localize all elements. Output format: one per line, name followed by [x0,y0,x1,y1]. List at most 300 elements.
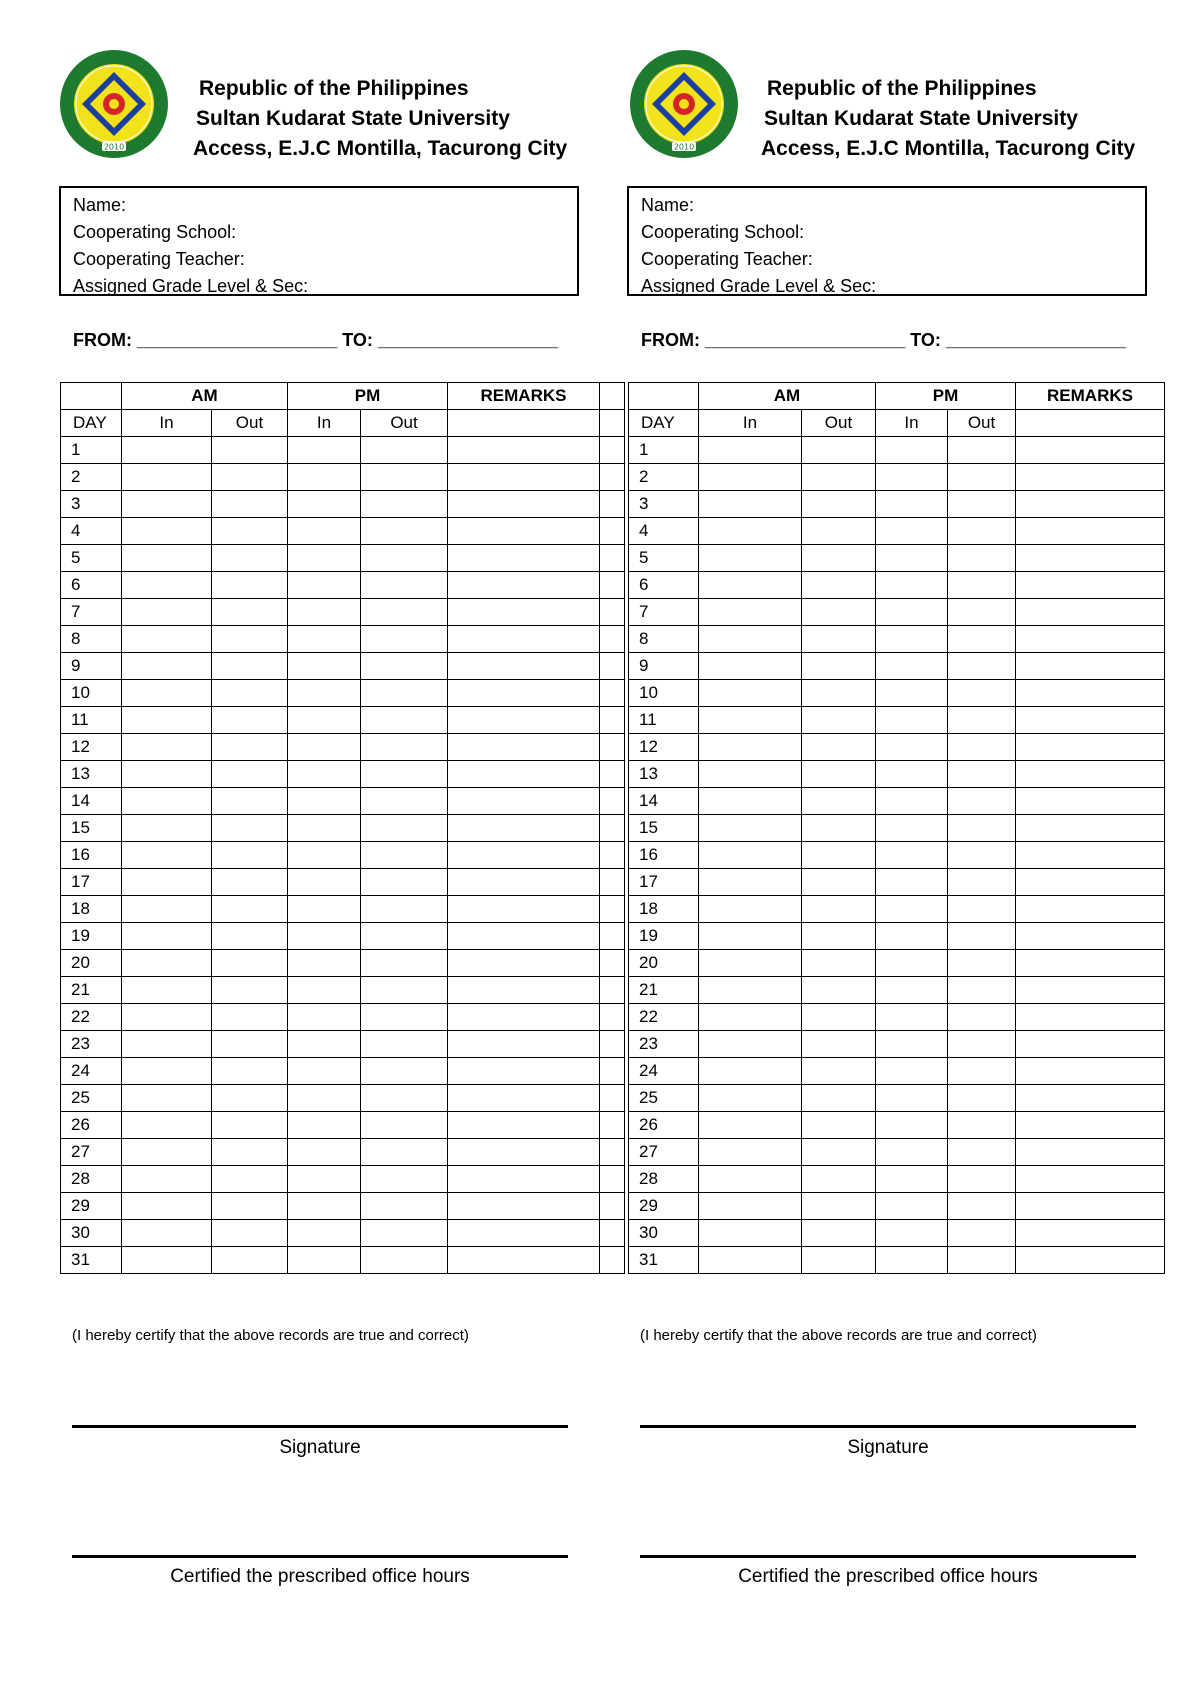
am-out-cell[interactable] [802,1139,876,1166]
am-out-cell[interactable] [802,464,876,491]
pm-out-cell[interactable] [948,923,1016,950]
pm-in-cell[interactable] [876,599,948,626]
pm-out-cell[interactable] [948,545,1016,572]
pm-in-cell[interactable] [876,1112,948,1139]
pm-out-header: Out [361,410,448,437]
day-number: 4 [629,518,699,545]
pm-out-cell[interactable] [948,1004,1016,1031]
pm-in-cell[interactable] [876,815,948,842]
pm-in-cell[interactable] [876,842,948,869]
pm-out-cell[interactable] [948,1166,1016,1193]
day-number: 22 [629,1004,699,1031]
table-row [629,1058,1165,1085]
am-in-cell[interactable] [699,1193,802,1220]
am-in-cell[interactable] [699,1085,802,1112]
from-label: FROM: [641,330,700,350]
certification-statement: (I hereby certify that the above records are true and correct) [72,1327,469,1344]
remarks-cell[interactable] [1016,1139,1165,1166]
remarks-header: REMARKS [448,383,600,410]
table-row [629,437,1165,464]
pm-in-cell[interactable] [876,518,948,545]
day-number: 19 [629,923,699,950]
remarks-cell[interactable] [1016,1058,1165,1085]
am-out-cell[interactable] [802,761,876,788]
day-number: 5 [61,545,122,572]
remarks-subheader [1016,410,1165,437]
day-header: DAY [61,410,122,437]
am-in-cell[interactable] [699,815,802,842]
certified-office-hours-label: Certified the prescribed office hours [738,1566,1038,1587]
day-number: 6 [629,572,699,599]
am-in-cell[interactable] [699,680,802,707]
remarks-cell[interactable] [1016,1247,1165,1274]
pm-out-cell[interactable] [948,950,1016,977]
table-row [629,1112,1165,1139]
cooperating-teacher-field[interactable]: Cooperating Teacher: [641,249,813,269]
am-in-cell[interactable] [699,626,802,653]
pm-header: PM [876,383,1016,410]
remarks-cell[interactable] [1016,653,1165,680]
am-out-cell[interactable] [802,950,876,977]
remarks-cell[interactable] [1016,464,1165,491]
remarks-cell[interactable] [1016,923,1165,950]
remarks-cell[interactable] [1016,1031,1165,1058]
remarks-cell[interactable] [1016,788,1165,815]
am-out-cell[interactable] [802,572,876,599]
am-out-cell[interactable] [802,653,876,680]
am-out-header: Out [802,410,876,437]
remarks-cell[interactable] [1016,761,1165,788]
day-number: 27 [629,1139,699,1166]
from-field[interactable]: ____________________ [705,330,906,350]
day-number: 17 [61,869,122,896]
day-number: 9 [61,653,122,680]
day-header: DAY [629,410,699,437]
to-field[interactable]: __________________ [945,330,1127,350]
day-number: 3 [629,491,699,518]
pm-out-cell[interactable] [948,1247,1016,1274]
remarks-cell[interactable] [1016,518,1165,545]
am-out-cell[interactable] [802,680,876,707]
table-subheader-row [629,410,1165,437]
header-line-address: Access, E.J.C Montilla, Tacurong City [193,137,568,160]
pm-in-cell[interactable] [876,1085,948,1112]
day-number: 14 [629,788,699,815]
remarks-cell[interactable] [1016,572,1165,599]
table-row [629,923,1165,950]
am-in-cell[interactable] [699,1112,802,1139]
certifier-signature-line[interactable] [640,1555,1136,1558]
signature-label: Signature [847,1437,929,1458]
table-row [629,734,1165,761]
table-row [629,653,1165,680]
from-label: FROM: [73,330,132,350]
remarks-cell[interactable] [1016,1004,1165,1031]
table-row [629,977,1165,1004]
remarks-cell[interactable] [1016,437,1165,464]
pm-in-header: In [288,410,361,437]
signature-line[interactable] [640,1425,1136,1428]
table-row [629,491,1165,518]
am-in-cell[interactable] [699,653,802,680]
am-in-cell[interactable] [699,896,802,923]
header-line-university: Sultan Kudarat State University [764,107,1078,130]
day-number: 25 [629,1085,699,1112]
pm-out-cell[interactable] [948,707,1016,734]
day-number: 31 [61,1247,122,1274]
cooperating-teacher-field[interactable]: Cooperating Teacher: [73,249,245,269]
am-in-cell[interactable] [699,707,802,734]
pm-out-cell[interactable] [948,815,1016,842]
table-row [629,464,1165,491]
pm-in-cell[interactable] [876,653,948,680]
day-number: 14 [61,788,122,815]
to-label: TO: [342,330,373,350]
remarks-cell[interactable] [1016,1085,1165,1112]
am-in-cell[interactable] [699,1004,802,1031]
am-in-cell[interactable] [699,1247,802,1274]
am-out-header: Out [212,410,288,437]
remarks-cell[interactable] [1016,599,1165,626]
pm-in-cell[interactable] [876,1058,948,1085]
am-out-cell[interactable] [802,734,876,761]
day-number: 26 [61,1112,122,1139]
remarks-cell[interactable] [1016,896,1165,923]
pm-out-cell[interactable] [948,896,1016,923]
pm-out-cell[interactable] [948,788,1016,815]
grade-level-field[interactable]: Assigned Grade Level & Sec: [641,276,877,296]
pm-in-cell[interactable] [876,869,948,896]
day-number: 24 [61,1058,122,1085]
am-out-cell[interactable] [802,1112,876,1139]
pm-out-cell[interactable] [948,599,1016,626]
day-number: 25 [61,1085,122,1112]
remarks-header: REMARKS [1016,383,1165,410]
am-in-cell[interactable] [699,491,802,518]
pm-out-cell[interactable] [948,464,1016,491]
table-row [629,1220,1165,1247]
header-blank-cell [629,383,699,410]
table-row [629,518,1165,545]
am-header: AM [699,383,876,410]
pm-out-cell[interactable] [948,572,1016,599]
pm-in-cell[interactable] [876,1031,948,1058]
day-number: 15 [61,815,122,842]
day-number: 21 [61,977,122,1004]
am-in-cell[interactable] [699,464,802,491]
remarks-cell[interactable] [1016,815,1165,842]
am-out-cell[interactable] [802,896,876,923]
pm-out-cell[interactable] [948,1058,1016,1085]
am-out-cell[interactable] [802,707,876,734]
am-in-cell[interactable] [699,545,802,572]
remarks-cell[interactable] [1016,1166,1165,1193]
pm-in-cell[interactable] [876,923,948,950]
am-out-cell[interactable] [802,491,876,518]
day-number: 30 [61,1220,122,1247]
am-in-cell[interactable] [699,977,802,1004]
pm-out-cell[interactable] [948,680,1016,707]
to-field[interactable]: __________________ [377,330,559,350]
am-in-cell[interactable] [699,1058,802,1085]
am-in-cell[interactable] [699,761,802,788]
remarks-cell[interactable] [1016,626,1165,653]
pm-out-cell[interactable] [948,1139,1016,1166]
pm-out-cell[interactable] [948,653,1016,680]
certification-statement: (I hereby certify that the above records are true and correct) [640,1327,1037,1344]
day-number: 27 [61,1139,122,1166]
name-field[interactable]: Name: [73,195,127,215]
pm-out-cell[interactable] [948,491,1016,518]
name-field[interactable]: Name: [641,195,695,215]
day-number: 7 [629,599,699,626]
day-number: 4 [61,518,122,545]
pm-out-cell[interactable] [948,1112,1016,1139]
am-out-cell[interactable] [802,1166,876,1193]
am-out-cell[interactable] [802,923,876,950]
pm-in-cell[interactable] [876,680,948,707]
time-record-table [628,382,1165,1274]
table-row [629,1166,1165,1193]
am-in-cell[interactable] [699,599,802,626]
pm-in-cell[interactable] [876,977,948,1004]
day-number: 19 [61,923,122,950]
am-in-cell[interactable] [699,1220,802,1247]
pm-in-header: In [876,410,948,437]
svg-text:2010: 2010 [103,142,125,152]
pm-in-cell[interactable] [876,707,948,734]
am-in-cell[interactable] [699,869,802,896]
day-number: 30 [629,1220,699,1247]
am-out-cell[interactable] [802,518,876,545]
pm-header: PM [288,383,448,410]
pm-out-cell[interactable] [948,842,1016,869]
table-row [629,599,1165,626]
header-line-address: Access, E.J.C Montilla, Tacurong City [761,137,1136,160]
university-seal-logo [628,48,740,160]
am-out-cell[interactable] [802,1031,876,1058]
day-number: 16 [61,842,122,869]
table-row [629,842,1165,869]
day-number: 23 [61,1031,122,1058]
am-out-cell[interactable] [802,815,876,842]
am-header: AM [122,383,288,410]
table-row [629,761,1165,788]
day-number: 17 [629,869,699,896]
remarks-cell[interactable] [1016,1112,1165,1139]
remarks-cell[interactable] [1016,1193,1165,1220]
day-number: 6 [61,572,122,599]
am-in-cell[interactable] [699,788,802,815]
table-row [629,626,1165,653]
day-number: 3 [61,491,122,518]
day-number: 13 [61,761,122,788]
pm-in-cell[interactable] [876,1166,948,1193]
remarks-cell[interactable] [1016,545,1165,572]
pm-in-cell[interactable] [876,572,948,599]
pm-in-cell[interactable] [876,1004,948,1031]
am-out-cell[interactable] [802,788,876,815]
table-row [629,1193,1165,1220]
day-number: 18 [61,896,122,923]
day-number: 20 [61,950,122,977]
day-number: 12 [629,734,699,761]
pm-out-cell[interactable] [948,1031,1016,1058]
am-in-cell[interactable] [699,1139,802,1166]
am-in-header: In [122,410,212,437]
pm-in-cell[interactable] [876,437,948,464]
table-row [629,1139,1165,1166]
day-number: 31 [629,1247,699,1274]
signature-label: Signature [279,1437,361,1458]
day-number: 12 [61,734,122,761]
from-field[interactable]: ____________________ [137,330,338,350]
am-in-cell[interactable] [699,923,802,950]
day-number: 8 [61,626,122,653]
am-out-cell[interactable] [802,842,876,869]
am-out-cell[interactable] [802,626,876,653]
am-out-cell[interactable] [802,1247,876,1274]
day-number: 5 [629,545,699,572]
table-row [629,680,1165,707]
am-out-cell[interactable] [802,869,876,896]
day-number: 29 [629,1193,699,1220]
pm-in-cell[interactable] [876,761,948,788]
day-number: 28 [61,1166,122,1193]
pm-in-cell[interactable] [876,950,948,977]
cooperating-school-field[interactable]: Cooperating School: [73,222,237,242]
header-line-university: Sultan Kudarat State University [196,107,510,130]
pm-out-cell[interactable] [948,518,1016,545]
am-in-cell[interactable] [699,950,802,977]
day-number: 7 [61,599,122,626]
day-number: 8 [629,626,699,653]
pm-in-cell[interactable] [876,1247,948,1274]
table-row [629,788,1165,815]
day-number: 18 [629,896,699,923]
table-row [629,707,1165,734]
pm-out-cell[interactable] [948,761,1016,788]
pm-in-cell[interactable] [876,734,948,761]
am-in-cell[interactable] [699,572,802,599]
day-number: 11 [629,707,699,734]
am-in-cell[interactable] [699,437,802,464]
institution-header [761,74,1135,164]
day-number: 9 [629,653,699,680]
pm-out-cell[interactable] [948,869,1016,896]
pm-out-cell[interactable] [948,734,1016,761]
am-in-cell[interactable] [699,842,802,869]
pm-out-cell[interactable] [948,1220,1016,1247]
pm-out-cell[interactable] [948,626,1016,653]
remarks-cell[interactable] [1016,707,1165,734]
day-number: 10 [61,680,122,707]
pm-out-cell[interactable] [948,1085,1016,1112]
day-number: 13 [629,761,699,788]
table-row [629,815,1165,842]
svg-text:2010: 2010 [673,142,695,152]
remarks-cell[interactable] [1016,869,1165,896]
table-row [629,1004,1165,1031]
am-out-cell[interactable] [802,1220,876,1247]
date-range [641,330,1126,351]
am-in-header: In [699,410,802,437]
pm-in-cell[interactable] [876,1139,948,1166]
am-out-cell[interactable] [802,1085,876,1112]
table-row [629,950,1165,977]
remarks-cell[interactable] [1016,950,1165,977]
day-number: 15 [629,815,699,842]
pm-in-cell[interactable] [876,545,948,572]
day-number: 2 [61,464,122,491]
remarks-cell[interactable] [1016,491,1165,518]
am-in-cell[interactable] [699,734,802,761]
pm-out-header: Out [948,410,1016,437]
am-out-cell[interactable] [802,1193,876,1220]
remarks-cell[interactable] [1016,977,1165,1004]
cooperating-school-field[interactable]: Cooperating School: [641,222,805,242]
am-out-cell[interactable] [802,437,876,464]
pm-in-cell[interactable] [876,1220,948,1247]
day-number: 23 [629,1031,699,1058]
remarks-cell[interactable] [1016,842,1165,869]
student-info-box [627,186,1147,296]
pm-out-cell[interactable] [948,437,1016,464]
day-number: 22 [61,1004,122,1031]
day-number: 26 [629,1112,699,1139]
pm-in-cell[interactable] [876,1193,948,1220]
day-number: 2 [629,464,699,491]
remarks-cell[interactable] [1016,734,1165,761]
am-out-cell[interactable] [802,1058,876,1085]
am-out-cell[interactable] [802,545,876,572]
certified-office-hours-label: Certified the prescribed office hours [170,1566,470,1587]
am-out-cell[interactable] [802,1004,876,1031]
table-row [629,896,1165,923]
pm-out-cell[interactable] [948,977,1016,1004]
pm-in-cell[interactable] [876,896,948,923]
pm-in-cell[interactable] [876,464,948,491]
header-line-republic: Republic of the Philippines [767,77,1037,100]
remarks-cell[interactable] [1016,1220,1165,1247]
table-header-row [629,383,1165,410]
remarks-cell[interactable] [1016,680,1165,707]
pm-in-cell[interactable] [876,626,948,653]
day-number: 11 [61,707,122,734]
pm-in-cell[interactable] [876,788,948,815]
pm-out-cell[interactable] [948,1193,1016,1220]
am-in-cell[interactable] [699,1031,802,1058]
day-number: 10 [629,680,699,707]
table-row [629,869,1165,896]
table-row [629,545,1165,572]
am-out-cell[interactable] [802,977,876,1004]
day-number: 1 [61,437,122,464]
to-label: TO: [910,330,941,350]
am-in-cell[interactable] [699,1166,802,1193]
header-line-republic: Republic of the Philippines [199,77,469,100]
day-number: 20 [629,950,699,977]
table-row [629,1247,1165,1274]
table-row [629,572,1165,599]
day-number: 24 [629,1058,699,1085]
am-out-cell[interactable] [802,599,876,626]
grade-level-field[interactable]: Assigned Grade Level & Sec: [73,276,309,296]
pm-in-cell[interactable] [876,491,948,518]
am-in-cell[interactable] [699,518,802,545]
table-row [629,1085,1165,1112]
day-number: 16 [629,842,699,869]
